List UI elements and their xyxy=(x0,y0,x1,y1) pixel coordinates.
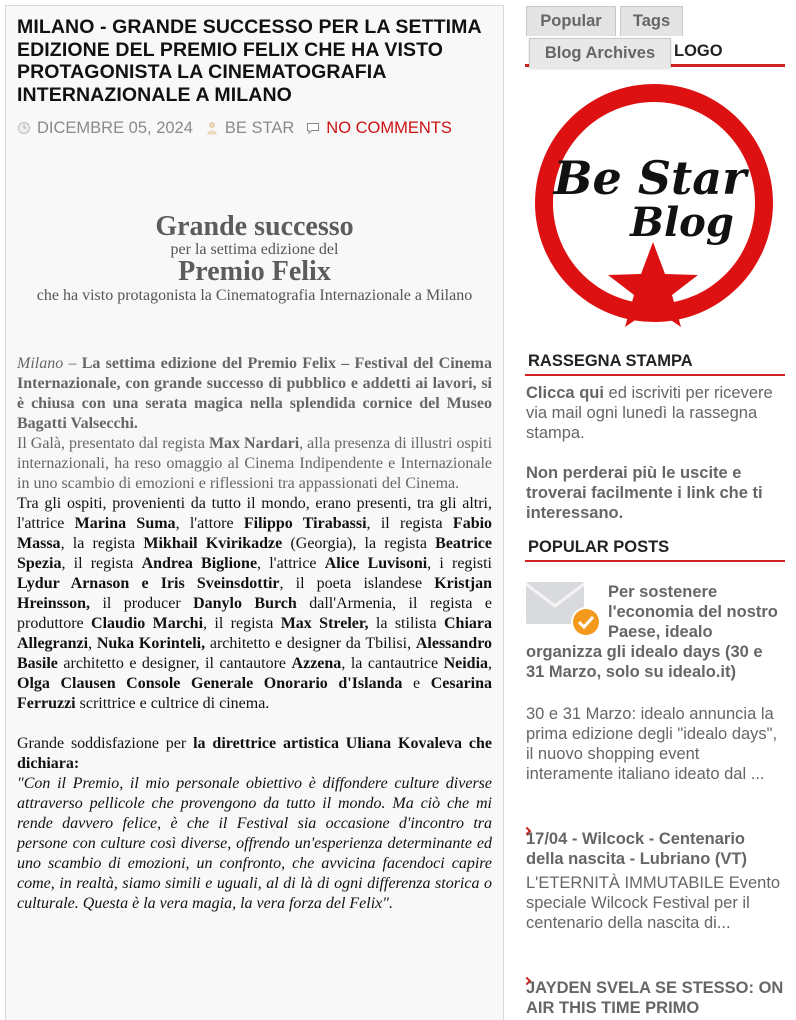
post-date-text: DICEMBRE 05, 2024 xyxy=(37,118,193,137)
text: , i registi xyxy=(427,555,492,572)
text: , l'attrice xyxy=(257,555,325,572)
logo-text-line1: Be Star xyxy=(553,151,747,205)
dash: – xyxy=(63,355,82,372)
popular-post-title-2[interactable]: 17/04 - Wilcock - Centenario della nascita - Lubriano (VT) xyxy=(526,830,747,868)
be-star-blog-logo[interactable] xyxy=(524,72,786,334)
clock-icon xyxy=(17,121,31,135)
text: (Georgia), la regista xyxy=(282,535,436,552)
post-author-name[interactable]: BE STAR xyxy=(224,118,295,137)
headline-line4: che ha visto protagonista la Cinematografia Internazionale a Milano xyxy=(36,287,473,304)
rassegna-desc: ed iscriviti per ricevere via mail ogni lunedì la rassegna stampa. xyxy=(526,384,773,442)
text: , il regista xyxy=(203,615,281,632)
text: , la cantautrice xyxy=(341,655,444,672)
post-author xyxy=(205,119,294,138)
popular-post-excerpt-2: L'ETERNITÀ IMMUTABILE Evento speciale Wilcock Festival per il centenario della nascita di... xyxy=(526,874,781,932)
post-headline xyxy=(17,212,492,306)
tab-blog-archives[interactable]: Blog Archives xyxy=(529,38,671,68)
text: , xyxy=(488,655,493,672)
name: Filippo Tirabassi xyxy=(243,515,367,532)
name: Max Nardari xyxy=(208,435,300,452)
text: Tra gli ospiti, provenienti da tutto il mondo, erano presenti, tra gli altri, l'attrice xyxy=(17,495,492,532)
text: architetto e designer da Tbilisi, xyxy=(205,635,416,652)
name: Fabio Massa xyxy=(17,515,493,552)
rassegna-bold-note: Non perderai più le uscite e troverai facilmente i link che ti interessano. xyxy=(526,464,763,522)
name: Cesarina Ferruzzi xyxy=(17,675,493,712)
popular-post-title-1[interactable] xyxy=(526,582,784,682)
name: Neidia xyxy=(443,655,489,672)
name: Alice Luvisoni xyxy=(324,555,428,572)
text: scrittrice e cultrice di cinema. xyxy=(75,695,270,712)
name: Beatrice Spezia xyxy=(17,535,493,572)
rassegna-rule xyxy=(525,374,785,376)
text: Il Galà, presentato dal regista xyxy=(17,435,209,452)
comment-icon xyxy=(306,121,320,135)
popular-post-excerpt-1: 30 e 31 Marzo: idealo annuncia la prima edizione degli "idealo days", il nuovo shopping event interamente italiano ideato dal ... xyxy=(526,705,778,783)
name: Marina Suma xyxy=(74,515,176,532)
popular-posts-heading: POPULAR POSTS xyxy=(528,538,670,556)
name: Max Streler, xyxy=(280,615,369,632)
text: , il poeta islandese xyxy=(279,575,435,592)
rassegna-heading: RASSEGNA STAMPA xyxy=(528,352,693,370)
post-title[interactable]: MILANO - GRANDE SUCCESSO PER LA SETTIMA EDIZIONE DEL PREMIO FELIX CHE HA VISTO PROTAGONISTA LA CINEMATOGRAFIA INTERNAZIONALE A MILANO xyxy=(17,16,481,106)
text: , alla presenza di illustri ospiti internazionali, ha reso omaggio al Cinema Indipendente e Internazionale in uno scambio di emozioni e riflessioni tra appassionati del Cinema. xyxy=(17,435,493,492)
text: , la regista xyxy=(60,535,144,552)
logo-text-line2: Blog xyxy=(630,199,734,246)
paragraph-1 xyxy=(17,354,492,434)
text: , l'attore xyxy=(175,515,244,532)
logo-heading: LOGO xyxy=(674,42,723,60)
text: architetto e designer, il cantautore xyxy=(57,655,292,672)
name: la direttrice artistica Uliana Kovaleva che dichiara: xyxy=(17,735,492,772)
name: Mikhail Kvirikadze xyxy=(143,535,283,552)
popular-post-link-1[interactable]: Per sostenere l'economia del nostro Paese, idealo organizza gli idealo days (30 e 31 Marzo, solo su idealo.it) xyxy=(526,583,778,681)
rassegna-text xyxy=(526,383,784,443)
city-name: Milano xyxy=(17,355,64,372)
text: Grande soddisfazione per xyxy=(17,735,194,752)
name: Claudio Marchi xyxy=(91,615,204,632)
headline-line3: Premio Felix xyxy=(178,256,331,287)
rassegna-link[interactable]: Clicca qui xyxy=(526,384,604,402)
paragraph-3 xyxy=(17,494,492,714)
comments-link[interactable]: NO COMMENTS xyxy=(326,118,452,137)
headline-line1: Grande successo xyxy=(155,211,354,242)
post-date xyxy=(17,119,193,138)
paragraph-spacer xyxy=(17,714,492,734)
headline-line2: per la settima edizione del xyxy=(170,241,339,258)
logo-graphic xyxy=(524,72,786,334)
paragraph-4 xyxy=(17,734,492,914)
name: Olga Clausen Console Generale Onorario d'Islanda xyxy=(17,675,403,692)
post-body xyxy=(17,354,492,914)
sidebar xyxy=(524,0,786,1020)
name: Azzena xyxy=(291,655,342,672)
popular-posts-rule xyxy=(525,560,785,562)
tab-popular[interactable]: Popular xyxy=(526,6,616,36)
director-quote: "Con il Premio, il mio personale obiettivo è diffondere culture diverse attraverso pellicole che provengono da tutto il mondo. Ma ciò che mi rende davvero felice, è che il Festival sia occasione d'incontro tra persone con culture così diverse, offrendo un'esperienza determinante ed uno scambio di emozioni, un confronto, che avvicina facendoci capire come, in realtà, siamo simili e uguali, al di là di ogni differenza storica o culturale. Questa è la vera magia, la vera forza del Felix". xyxy=(17,775,492,912)
post-comments[interactable] xyxy=(306,119,452,138)
paragraph-2 xyxy=(17,434,492,494)
name: Alessandro Basile xyxy=(17,635,493,672)
user-icon xyxy=(205,121,219,135)
popular-post-title-3[interactable]: JAYDEN SVELA SE STESSO: ON AIR THIS TIME PRIMO xyxy=(526,979,784,1017)
post-meta xyxy=(17,116,492,140)
name: Chiara Allegranzi xyxy=(17,615,492,652)
name: Nuka Korinteli, xyxy=(96,635,206,652)
text: , xyxy=(88,635,97,652)
post-article xyxy=(5,5,504,1020)
text: e xyxy=(402,675,431,692)
tab-tags[interactable]: Tags xyxy=(620,6,683,36)
lead-text: La settima edizione del Premio Felix – Festival del Cinema Internazionale, con grande successo di pubblico e addetti ai lavori, si è chiusa con una serata magica nella splendida cornice del Museo Bagatti Valsecchi. xyxy=(17,355,493,432)
text: la stilista xyxy=(368,615,444,632)
name: Kristjan Hreinsson, xyxy=(17,575,492,612)
name: Andrea Biglione xyxy=(141,555,258,572)
name: Lydur Arnason e Iris Sveinsdottir xyxy=(17,575,280,592)
text: dall'Armenia, il regista e produttore xyxy=(17,595,493,632)
text: il producer xyxy=(90,595,194,612)
name: Danylo Burch xyxy=(193,595,297,612)
text: , il regista xyxy=(366,515,453,532)
text: , il regista xyxy=(61,555,142,572)
